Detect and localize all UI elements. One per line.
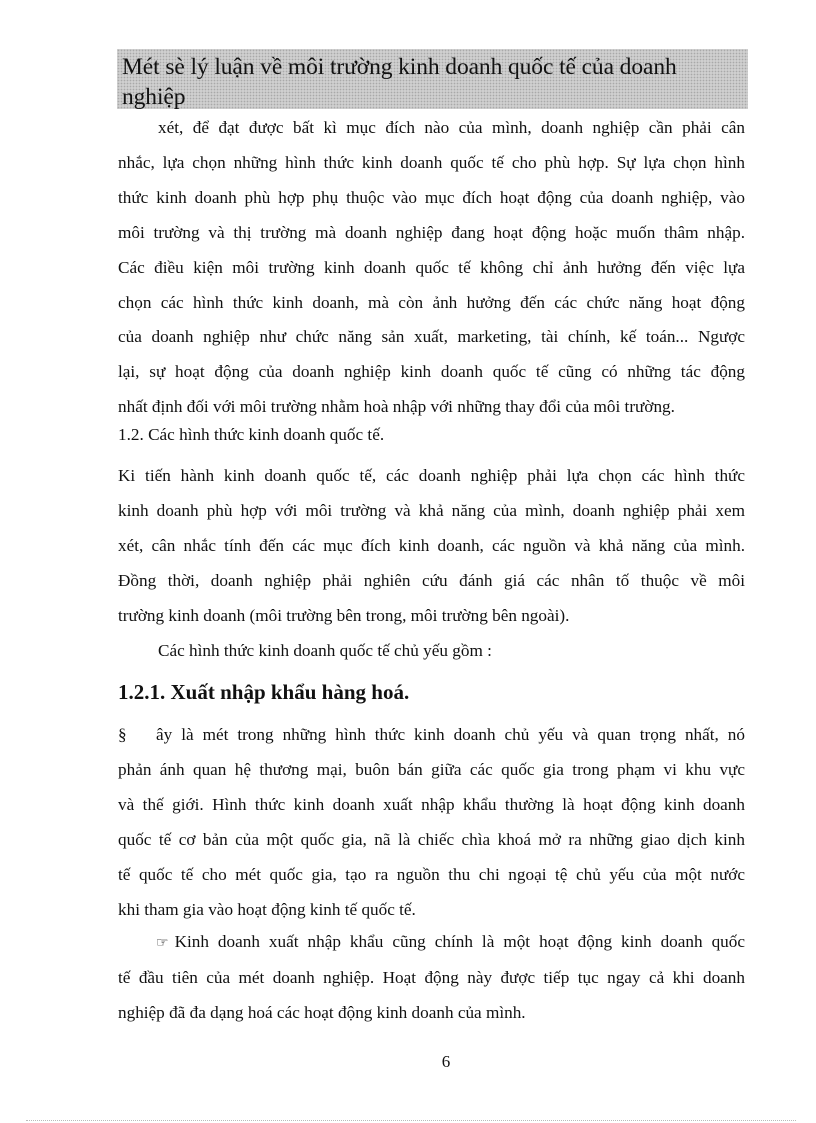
subsection-1-2-title: 1.2. Các hình thức kinh doanh quốc tế. (118, 425, 385, 444)
section-title-line-2: nghiệp (122, 84, 186, 110)
paragraph-2-line: Ki tiến hành kinh doanh quốc tế, các doanh nghiệp phải lựa chọn các hình thức (118, 466, 745, 485)
paragraph-1-line: thức kinh doanh phù hợp phụ thuộc vào mục đích hoạt động của doanh nghiệp, vào (118, 187, 745, 207)
paragraph-1-line: Các điều kiện môi trường kinh doanh quốc tế không chỉ ảnh hưởng đến việc lựa (118, 257, 745, 277)
paragraph-1-line: nhất định đối với môi trường nhằm hoà nhập với những thay đổi của môi trường. (118, 397, 675, 417)
paragraph-3-line: và thế giới. Hình thức kinh doanh xuất nhập khẩu thường là hoạt động kinh doanh (118, 794, 745, 814)
paragraph-3-line: quốc tế cơ bản của một quốc gia, nã là chiếc chìa khoá mở ra những giao dịch kinh (118, 829, 745, 849)
pointing-hand-icon: ☞ (156, 935, 169, 951)
paragraph-3 (118, 718, 745, 927)
paragraph-1-line: xét, để đạt được bất kì mục đích nào của mình, doanh nghiệp cần phải cân (158, 118, 745, 137)
paragraph-4 (118, 925, 745, 1031)
paragraph-1-line: chọn các hình thức kinh doanh, mà còn ảnh hưởng đến các chức năng hoạt động (118, 292, 745, 312)
paragraph-2-line: trường kinh doanh (môi trường bên trong, môi trường bên ngoài). (118, 605, 570, 625)
page-bottom-rule (26, 1120, 796, 1121)
heading-1-2-1: 1.2.1. Xuất nhập khẩu hàng hoá. (118, 680, 410, 704)
paragraph-4-line: tế đầu tiên của mét doanh nghiệp. Hoạt động này được tiếp tục ngay cả khi doanh (118, 967, 745, 987)
paragraph-3-line (118, 718, 745, 753)
paragraph-3-line: phản ánh quan hệ thương mại, buôn bán giữa các quốc gia trong phạm vi khu vực (118, 759, 745, 779)
paragraph-3-first-text: ây là mét trong những hình thức kinh doanh chủ yếu và quan trọng nhất, nó (156, 725, 745, 744)
paragraph-4-first-text: Kinh doanh xuất nhập khẩu cũng chính là một hoạt động kinh doanh quốc (174, 932, 745, 951)
paragraph-1-line: môi trường và thị trường mà doanh nghiệp đang hoạt động hoặc muốn thâm nhập. (118, 222, 745, 242)
section-title-line-1: Mét sè lý luận về môi trường kinh doanh quốc tế của doanh (122, 54, 677, 80)
paragraph-1 (118, 111, 745, 425)
section-symbol: § (118, 725, 127, 744)
paragraph-4-line: nghiệp đã đa dạng hoá các hoạt động kinh doanh của mình. (118, 1002, 526, 1022)
section-title (122, 52, 742, 112)
paragraph-2-line: xét, cân nhắc tính đến các mục đích kinh doanh, các nguồn và khả năng của mình. (118, 535, 745, 555)
paragraph-3-line: tế quốc tế cho mét quốc gia, tạo ra nguồn thu chi ngoại tệ chủ yếu của một nước (118, 864, 745, 884)
page-number: 6 (441, 1052, 451, 1071)
forms-intro: Các hình thức kinh doanh quốc tế chủ yếu gồm : (158, 641, 492, 660)
paragraph-3-line: khi tham gia vào hoạt động kinh tế quốc tế. (118, 899, 416, 919)
paragraph-2-line: kinh doanh phù hợp với môi trường và khả năng của mình, doanh nghiệp phải xem (118, 500, 745, 520)
paragraph-1-line: lại, sự hoạt động của doanh nghiệp kinh doanh quốc tế cũng có những tác động (118, 362, 745, 382)
paragraph-2-line: Đồng thời, doanh nghiệp phải nghiên cứu đánh giá các nhân tố thuộc về môi (118, 570, 745, 590)
paragraph-1-line: của doanh nghiệp như chức năng sản xuất, marketing, tài chính, kế toán... Ngược (118, 327, 745, 347)
paragraph-4-line (118, 925, 745, 961)
paragraph-2 (118, 459, 745, 634)
paragraph-1-line: nhắc, lựa chọn những hình thức kinh doanh quốc tế cho phù hợp. Sự lựa chọn hình (118, 152, 745, 172)
